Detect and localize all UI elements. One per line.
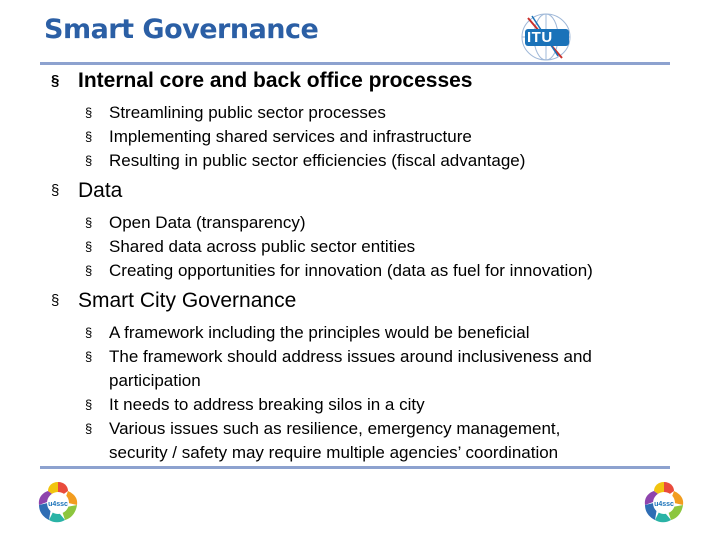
- bullet-marker: §: [85, 153, 93, 168]
- sub-bullet-text: Streamlining public sector processes: [109, 103, 386, 122]
- sub-bullet-text: Creating opportunities for innovation (data as fuel for innovation): [109, 261, 593, 280]
- sub-bullet-text: Resulting in public sector efficiencies (fiscal advantage): [109, 151, 526, 170]
- bullet-marker: §: [85, 129, 93, 144]
- sub-bullet: [51, 259, 701, 283]
- sub-bullet: [51, 211, 701, 235]
- header-divider: [40, 62, 670, 65]
- u4ssc-logo-icon: [640, 478, 688, 526]
- sub-bullet-text: The framework should address issues around inclusiveness and: [109, 347, 592, 366]
- slide-title: Smart Governance: [44, 14, 319, 45]
- sub-bullet: [51, 149, 701, 173]
- footer-divider: [40, 466, 670, 469]
- section-heading: [51, 178, 701, 204]
- bullet-content: [51, 68, 701, 470]
- section-heading: [51, 288, 701, 314]
- bullet-marker: §: [85, 397, 93, 412]
- sub-bullet: [51, 101, 701, 125]
- sub-bullet-text: A framework including the principles would be beneficial: [109, 323, 530, 342]
- sub-bullet-text: Open Data (transparency): [109, 213, 306, 232]
- bullet-marker: §: [51, 292, 60, 309]
- sub-bullet-list: [51, 211, 701, 283]
- bullet-marker: §: [51, 182, 60, 199]
- sub-bullet-text: It needs to address breaking silos in a city: [109, 395, 425, 414]
- sub-bullet: [51, 235, 701, 259]
- u4ssc-logo-text: u4ssc: [48, 501, 68, 508]
- sub-bullet-text: Various issues such as resilience, emergency management,: [109, 419, 561, 438]
- sub-bullet-list: [51, 101, 701, 173]
- section-heading: [51, 68, 701, 94]
- sub-bullet: [51, 393, 701, 417]
- itu-logo-text: ITU: [527, 29, 553, 46]
- bullet-marker: §: [85, 421, 93, 436]
- u4ssc-logo-icon: [34, 478, 82, 526]
- bullet-marker: §: [51, 72, 60, 89]
- sub-bullet-text: participation: [109, 371, 201, 390]
- sub-bullet-text: Implementing shared services and infrastructure: [109, 127, 472, 146]
- sub-bullet: [51, 125, 701, 149]
- u4ssc-logo-text: u4ssc: [654, 501, 674, 508]
- section-heading-text: Data: [78, 179, 123, 202]
- sub-bullet-text: Shared data across public sector entities: [109, 237, 416, 256]
- sub-bullet-text: security / safety may require multiple agencies’ coordination: [109, 443, 559, 462]
- bullet-marker: §: [85, 325, 93, 340]
- section-heading-text: Smart City Governance: [78, 289, 297, 312]
- bullet-marker: §: [85, 263, 93, 278]
- bullet-marker: §: [85, 239, 93, 254]
- bullet-marker: §: [85, 215, 93, 230]
- sub-bullet: [51, 417, 701, 465]
- sub-bullet: [51, 345, 701, 393]
- bullet-marker: §: [85, 105, 93, 120]
- bullet-marker: §: [85, 349, 93, 364]
- sub-bullet-list: [51, 321, 701, 465]
- sub-bullet: [51, 321, 701, 345]
- section-heading-text: Internal core and back office processes: [78, 69, 473, 92]
